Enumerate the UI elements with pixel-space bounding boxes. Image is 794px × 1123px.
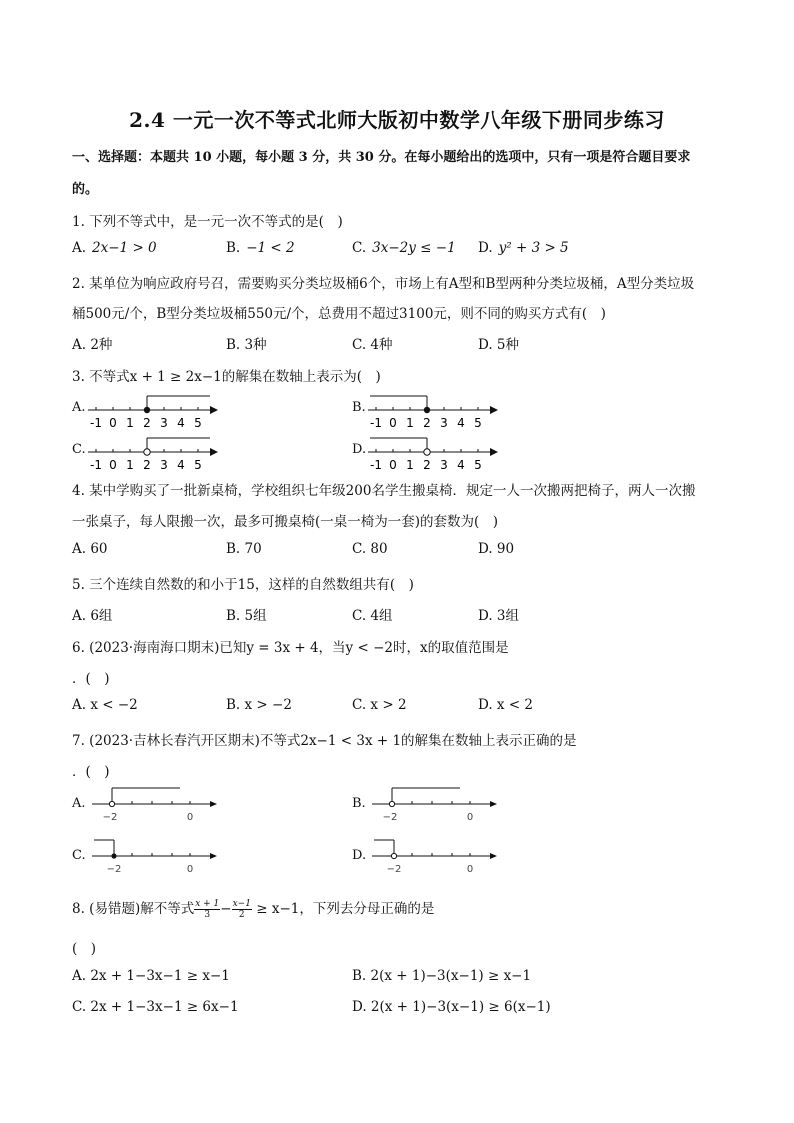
tick-label: 3: [440, 416, 448, 430]
question-7-option-a: A. −2 0: [72, 784, 232, 824]
question-6-line2: ．( ): [72, 671, 110, 687]
tick-label: 1: [406, 458, 414, 472]
tick-label: 1: [126, 416, 134, 430]
question-4-line1: 4. 某中学购买了一批新桌椅，学校组织七年级200名学生搬桌椅．规定一人一次搬两把椅子，两人一次搬: [72, 483, 696, 499]
number-line-d: [352, 432, 502, 472]
tick-label: −2: [106, 864, 122, 875]
number-line-7d: [352, 834, 512, 876]
page-title: 2.4 一元一次不等式北师大版初中数学八年级下册同步练习: [129, 108, 665, 132]
question-8-option-d: D. 2(x + 1)−3(x−1) ≥ 6(x−1): [352, 999, 551, 1015]
section-instruction-line1: 一、选择题：本题共 10 小题，每小题 3 分，共 30 分。在每小题给出的选项中，只有一项是符合题目要求: [72, 150, 691, 165]
question-6-option-a: A. x < −2: [72, 697, 138, 713]
tick-label: 0: [389, 458, 397, 472]
question-3-option-b: B. -1 0 1 2 3 4 5: [352, 394, 502, 430]
question-6-option-d: D. x < 2: [478, 697, 534, 713]
number-line-7c: [72, 834, 232, 876]
question-7-line2: ．( ): [72, 764, 110, 780]
tick-label: 5: [194, 458, 202, 472]
tick-label: 4: [177, 416, 185, 430]
tick-label: 3: [160, 458, 168, 472]
question-8-line1: 8. (易错题)解不等式 $\frac{x + 1}{3}$ − $\frac{x-1}{2}$ ≥ x−1，下列去分母正确的是: [72, 899, 435, 920]
tick-label: −2: [102, 812, 118, 823]
tick-label: 4: [457, 416, 465, 430]
tick-label: 0: [389, 416, 397, 430]
question-5-option-d: D. 3组: [478, 608, 520, 624]
tick-label: −2: [386, 864, 402, 875]
question-3-stem: 3. 不等式x + 1 ≥ 2x−1的解集在数轴上表示为( ): [72, 369, 381, 385]
question-7-option-b: B. −2 0: [352, 784, 512, 824]
question-1-option-d: D. y² + 3 > 5: [478, 240, 569, 256]
question-1-option-b: B. −1 < 2: [226, 240, 295, 256]
question-8-line2: ( ): [72, 941, 97, 957]
question-4-option-c: C. 80: [352, 541, 388, 557]
tick-label: 2: [143, 416, 151, 430]
question-1-stem: 1. 下列不等式中，是一元一次不等式的是( ): [72, 214, 343, 230]
tick-label: −2: [382, 812, 398, 823]
number-line-c: [72, 432, 222, 472]
question-6-option-c: C. x > 2: [352, 697, 407, 713]
question-2-option-a: A. 2种: [72, 337, 113, 353]
tick-label: 3: [440, 458, 448, 472]
number-line-7b: [352, 784, 512, 826]
tick-label: 0: [186, 864, 194, 875]
question-2-option-c: C. 4种: [352, 337, 393, 353]
fraction-2: $\frac{x-1}{2}$: [232, 899, 251, 920]
question-3-option-d: D. -1 0 1 2 3 4 5: [352, 436, 502, 472]
question-4-line2: 一张桌子，每人限搬一次，最多可搬桌椅(一桌一椅为一套)的套数为( ): [72, 514, 499, 530]
tick-label: 5: [194, 416, 202, 430]
question-4-option-b: B. 70: [226, 541, 262, 557]
question-8-option-c: C. 2x + 1−3x−1 ≥ 6x−1: [72, 999, 239, 1015]
question-8-option-b: B. 2(x + 1)−3(x−1) ≥ x−1: [352, 968, 532, 984]
number-line-7a: [72, 784, 232, 826]
question-2-line1: 2. 某单位为响应政府号召，需要购买分类垃圾桶6个，市场上有A型和B型两种分类垃圾桶，A型分类垃圾: [72, 276, 695, 292]
section-instruction-line2: 的。: [72, 182, 99, 197]
tick-label: -1: [90, 458, 102, 472]
tick-label: 5: [474, 458, 482, 472]
question-6-line1: 6. (2023·海南海口期末)已知y = 3x + 4，当y < −2时，x的取值范围是: [72, 640, 509, 656]
tick-label: 0: [466, 864, 474, 875]
tick-label: -1: [370, 416, 382, 430]
question-5-option-b: B. 5组: [226, 608, 267, 624]
question-2-option-b: B. 3种: [226, 337, 267, 353]
question-2-option-d: D. 5种: [478, 337, 520, 353]
tick-label: 2: [423, 458, 431, 472]
number-line-b: [352, 390, 502, 430]
question-5-option-a: A. 6组: [72, 608, 113, 624]
question-5-option-c: C. 4组: [352, 608, 393, 624]
tick-label: 4: [457, 458, 465, 472]
question-2-line2: 桶500元/个，B型分类垃圾桶550元/个，总费用不超过3100元，则不同的购买方式有( ): [72, 306, 606, 322]
question-6-option-b: B. x > −2: [226, 697, 292, 713]
fraction-1: $\frac{x + 1}{3}$: [195, 899, 220, 920]
question-3-option-a: A. -1 0 1 2 3 4 5: [72, 394, 222, 430]
question-4-option-a: A. 60: [72, 541, 108, 557]
question-7-line1: 7. (2023·吉林长春汽开区期末)不等式2x−1 < 3x + 1的解集在数轴上表示正确的是: [72, 733, 577, 749]
tick-label: 0: [186, 812, 194, 823]
question-1-option-c: C. 3x−2y ≤ −1: [352, 240, 456, 256]
tick-label: 1: [406, 416, 414, 430]
tick-label: 2: [143, 458, 151, 472]
tick-label: 0: [109, 416, 117, 430]
question-4-option-d: D. 90: [478, 541, 515, 557]
question-8-option-a: A. 2x + 1−3x−1 ≥ x−1: [72, 968, 230, 984]
tick-label: 0: [466, 812, 474, 823]
question-7-option-c: C. −2 0: [72, 834, 232, 874]
question-7-option-d: D. −2 0: [352, 834, 512, 874]
number-line-a: [72, 390, 222, 430]
tick-label: 2: [423, 416, 431, 430]
question-3-option-c: C. -1 0 1 2 3 4 5: [72, 436, 222, 472]
tick-label: 3: [160, 416, 168, 430]
tick-label: 4: [177, 458, 185, 472]
tick-label: -1: [370, 458, 382, 472]
question-5-stem: 5. 三个连续自然数的和小于15，这样的自然数组共有( ): [72, 577, 414, 593]
tick-label: 1: [126, 458, 134, 472]
question-1-option-a: A. 2x−1 > 0: [72, 240, 157, 256]
tick-label: 0: [109, 458, 117, 472]
tick-label: 5: [474, 416, 482, 430]
tick-label: -1: [90, 416, 102, 430]
